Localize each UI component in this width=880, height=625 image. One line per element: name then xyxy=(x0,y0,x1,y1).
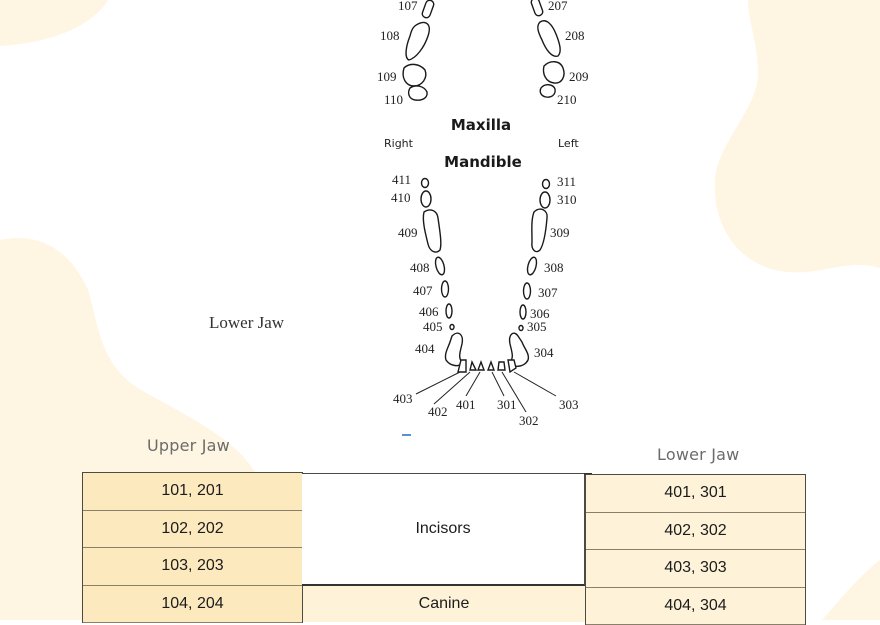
tooth-label-401: 401 xyxy=(456,397,476,412)
tooth-label-410: 410 xyxy=(391,190,411,205)
group-canine: Canine xyxy=(302,586,586,622)
tooth-308 xyxy=(526,256,538,275)
tooth-303 xyxy=(508,360,516,372)
tooth-407 xyxy=(442,281,449,297)
tooth-label-207: 207 xyxy=(548,0,568,13)
tooth-label-403: 403 xyxy=(393,391,413,406)
tooth-401 xyxy=(478,362,484,370)
lower-left-teeth xyxy=(488,174,579,428)
tooth-label-405: 405 xyxy=(423,319,443,334)
link-mark[interactable] xyxy=(402,434,411,436)
tooth-label-309: 309 xyxy=(550,225,570,240)
upper-cell: 101, 201 xyxy=(83,473,302,511)
tooth-305 xyxy=(519,326,523,331)
tooth-label-310: 310 xyxy=(557,192,577,207)
tooth-label-306: 306 xyxy=(530,306,550,321)
tooth-label-409: 409 xyxy=(398,225,418,240)
upper-cell: 104, 204 xyxy=(83,586,302,624)
lower-jaw-caption: Lower Jaw xyxy=(209,313,284,333)
side-left-label: Left xyxy=(558,137,579,150)
tooth-311 xyxy=(543,180,550,189)
tooth-label-307: 307 xyxy=(538,285,558,300)
lower-jaw-column xyxy=(585,474,806,625)
upper-jaw-column xyxy=(82,472,303,623)
tooth-405 xyxy=(450,325,454,330)
maxilla-title: Maxilla xyxy=(451,116,511,134)
blob-bottom-right xyxy=(822,560,880,620)
tooth-410 xyxy=(421,191,431,207)
tooth-402 xyxy=(470,362,476,370)
tooth-label-110: 110 xyxy=(384,92,403,107)
mandible-title: Mandible xyxy=(444,153,522,171)
tooth-label-303: 303 xyxy=(559,397,579,412)
tooth-109 xyxy=(403,64,426,86)
side-right-label: Right xyxy=(384,137,414,150)
tooth-label-304: 304 xyxy=(534,345,554,360)
tooth-label-210: 210 xyxy=(557,92,577,107)
tooth-302 xyxy=(498,362,505,370)
tooth-110 xyxy=(409,86,427,100)
tooth-label-209: 209 xyxy=(569,69,589,84)
tooth-301 xyxy=(488,362,494,370)
tooth-208 xyxy=(538,21,560,57)
tooth-309 xyxy=(532,209,547,251)
upper-jaw-heading: Upper Jaw xyxy=(147,436,230,455)
tooth-label-404: 404 xyxy=(415,341,435,356)
tooth-label-402: 402 xyxy=(428,404,448,419)
tooth-label-208: 208 xyxy=(565,28,585,43)
upper-left-teeth xyxy=(530,0,588,107)
upper-cell: 102, 202 xyxy=(83,511,302,549)
upper-right-teeth xyxy=(377,0,435,107)
tooth-406 xyxy=(446,304,452,318)
tooth-label-308: 308 xyxy=(544,260,564,275)
tooth-label-305: 305 xyxy=(527,319,547,334)
upper-cell: 103, 203 xyxy=(83,548,302,586)
lower-cell: 403, 303 xyxy=(586,550,805,588)
tooth-306 xyxy=(520,305,526,319)
tooth-210 xyxy=(540,85,555,97)
tooth-404 xyxy=(445,333,462,365)
tooth-408 xyxy=(434,256,446,275)
tooth-label-311: 311 xyxy=(557,174,576,189)
tooth-label-109: 109 xyxy=(377,69,397,84)
tooth-411 xyxy=(422,179,429,188)
lower-right-teeth xyxy=(391,172,484,419)
tooth-label-108: 108 xyxy=(380,28,400,43)
tooth-207 xyxy=(530,0,544,17)
tooth-label-107: 107 xyxy=(398,0,418,13)
group-incisors: Incisors xyxy=(302,473,585,586)
tooth-209 xyxy=(543,62,564,83)
tooth-label-408: 408 xyxy=(410,260,430,275)
tooth-label-301: 301 xyxy=(497,397,517,412)
tooth-label-411: 411 xyxy=(392,172,411,187)
tooth-107 xyxy=(421,0,435,19)
tooth-307 xyxy=(524,283,531,299)
tooth-label-302: 302 xyxy=(519,413,539,428)
lower-jaw-heading: Lower Jaw xyxy=(657,445,739,464)
tooth-108 xyxy=(406,23,429,61)
tooth-label-406: 406 xyxy=(419,304,439,319)
tooth-310 xyxy=(540,192,550,208)
tooth-409 xyxy=(423,210,440,252)
lower-cell: 401, 301 xyxy=(586,475,805,513)
tooth-label-407: 407 xyxy=(413,283,433,298)
lower-cell: 402, 302 xyxy=(586,513,805,551)
lower-cell: 404, 304 xyxy=(586,588,805,625)
